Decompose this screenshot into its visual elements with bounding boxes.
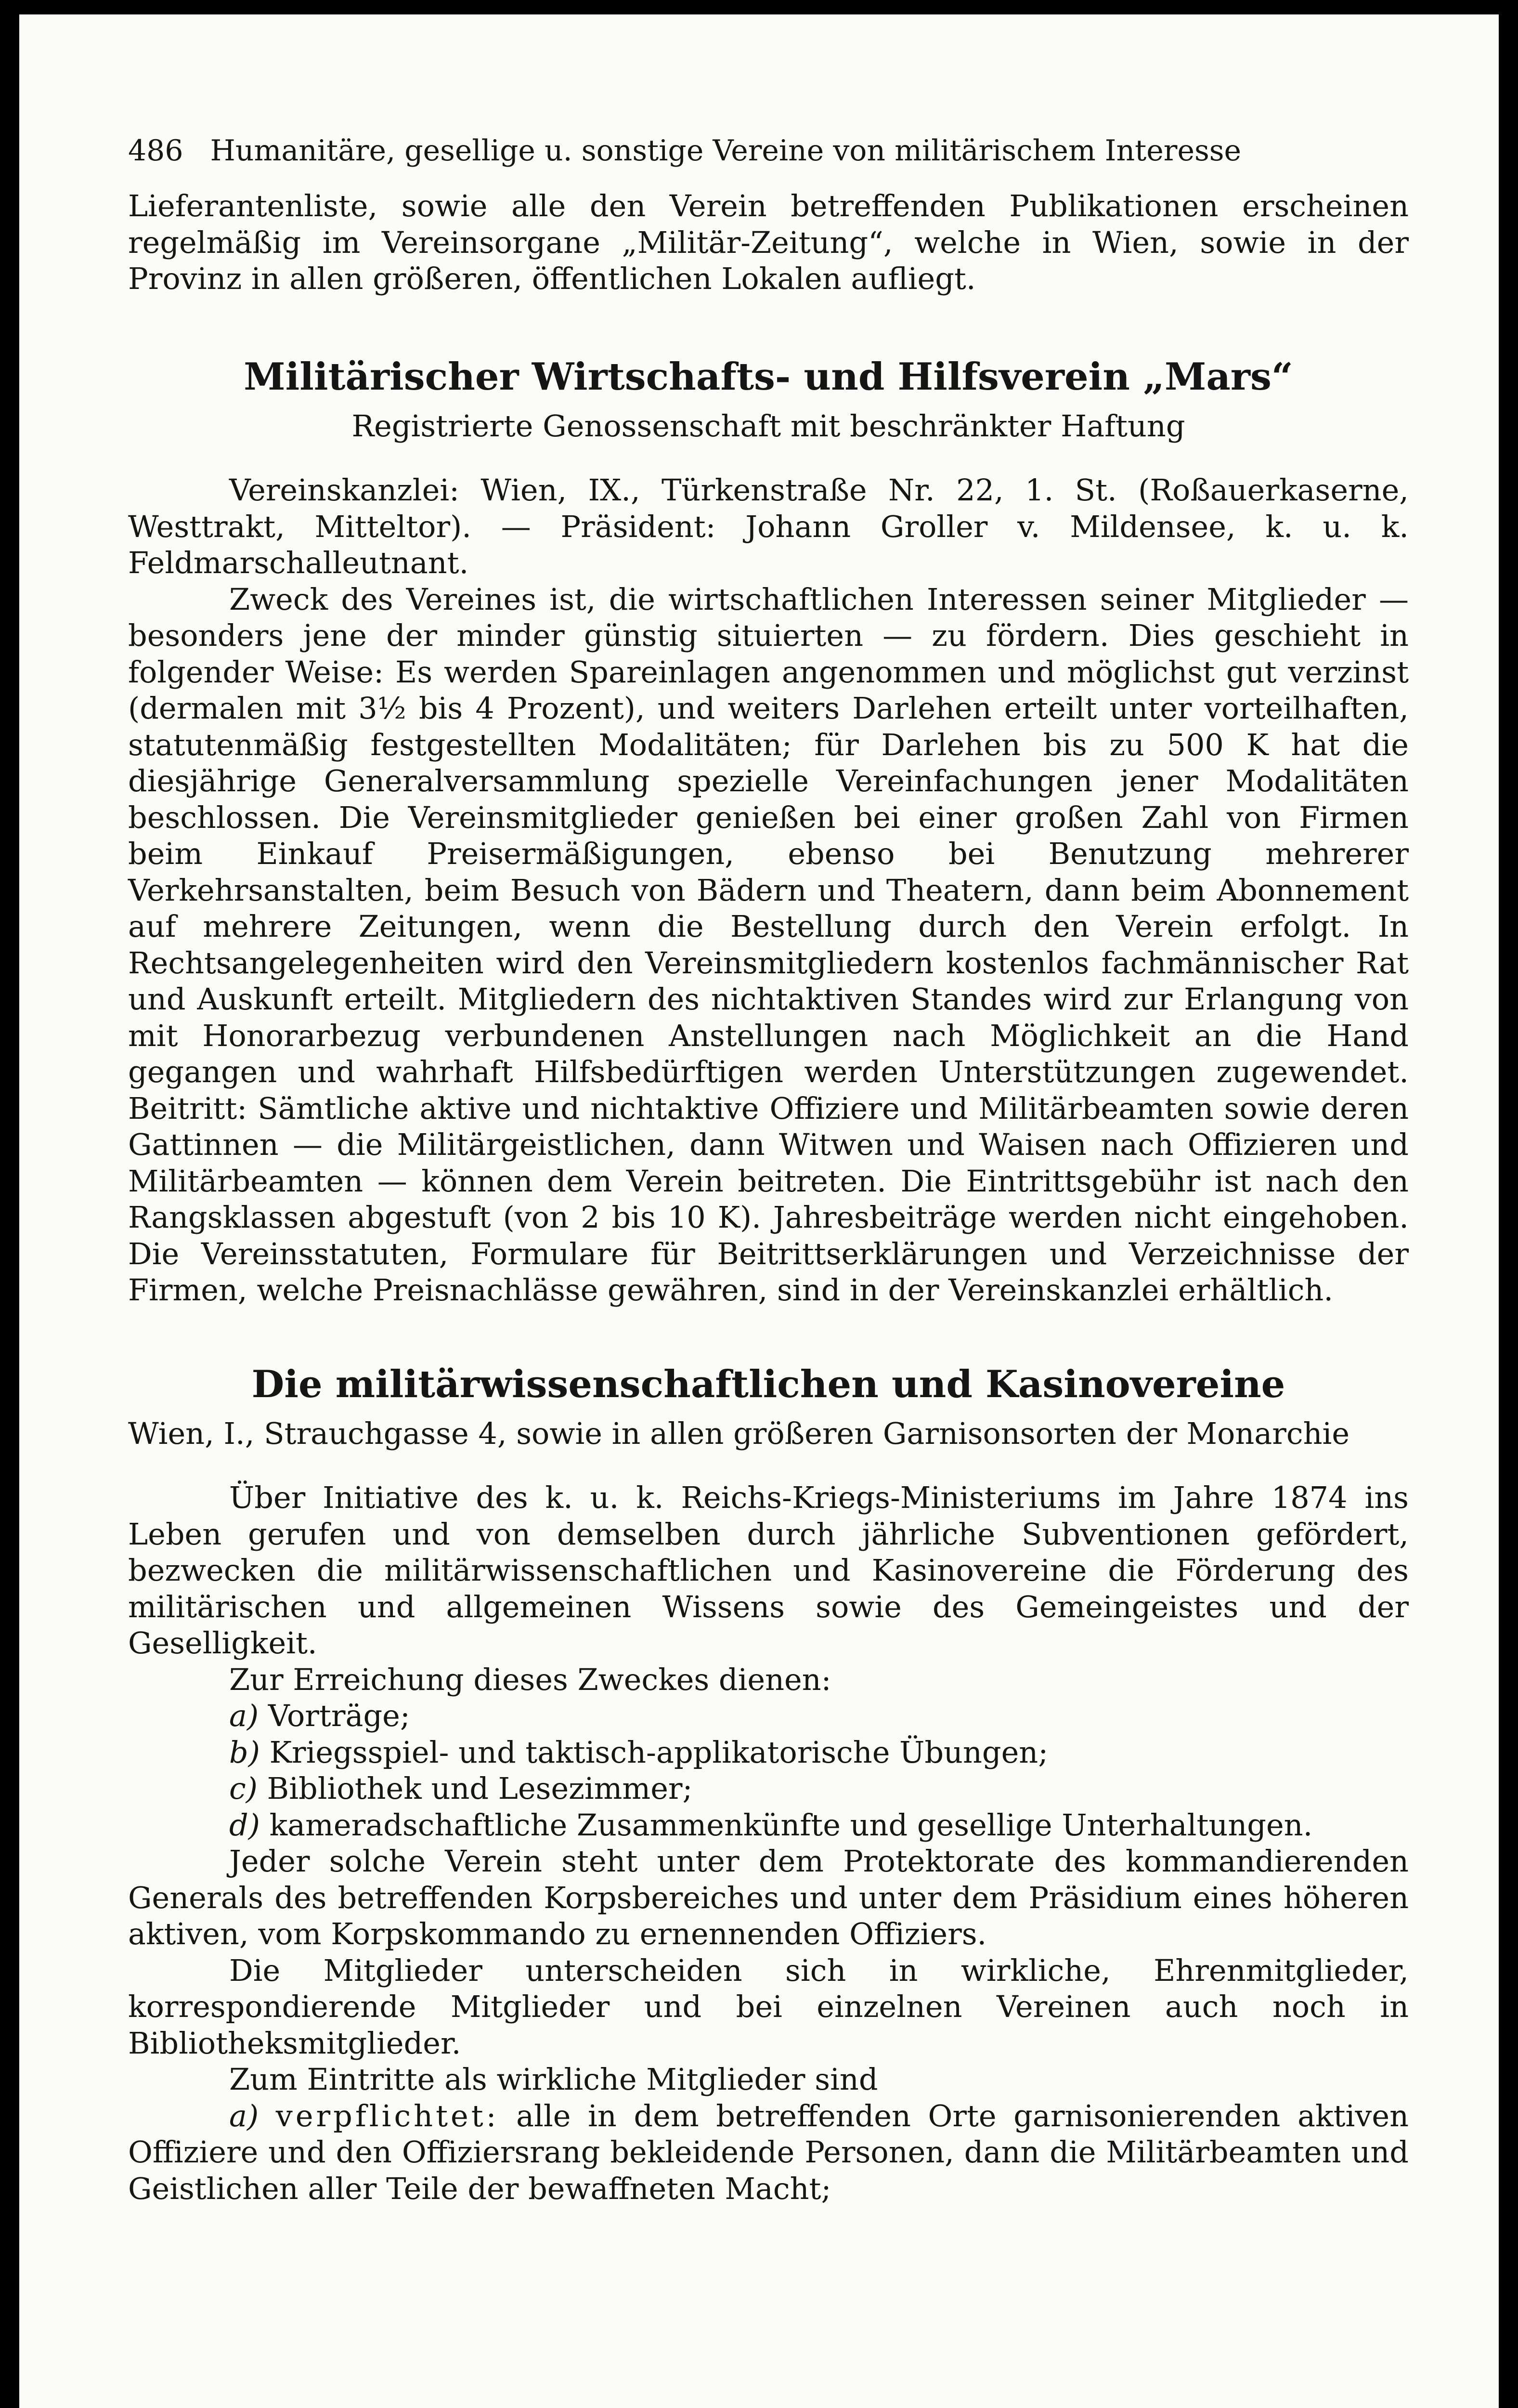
section1-paragraph-purpose: Zweck des Vereines ist, die wirtschaftlichen Interessen seiner Mitglieder — besonders jene der minder günstig situierten — zu fördern. Dies geschieht in folgender Weise: Es werden Spareinlagen angenommen und möglichst gut verzinst (dermalen mit 3½ bis 4 Prozent), und weiters Darlehen erteilt unter vorteilhaften, statutenmäßig festgestellten Modalitäten; für Darlehen bis zu 500 K hat die diesjährige Generalversammlung spezielle Vereinfachungen jener Modalitäten beschlossen. Die Vereinsmitglieder genießen bei einer großen Zahl von Firmen beim Einkauf Preisermäßigungen, ebenso bei Benutzung mehrerer Verkehrsanstalten, beim Besuch von Bädern und Theatern, dann beim Abonnement auf mehrere Zeitungen, wenn die Bestellung durch den Verein erfolgt. In Rechtsangelegenheiten wird den Vereinsmitgliedern kostenlos fachmännischer Rat und Auskunft erteilt. Mitgliedern des nichtaktiven Standes wird zur Erlangung von mit Honorarbezug verbundenen Anstellungen nach Möglichkeit an die Hand gegangen und wahrhaft Hilfsbedürftigen werden Unterstützungen zugewendet. Beitritt: Sämtliche aktive und nichtaktive Offiziere und Militärbeamten sowie deren Gattinnen — die Militärgeistlichen, dann Witwen und Waisen nach Offizieren und Militärbeamten — können dem Verein beitreten. Die Eintrittsgebühr ist nach den Rangsklassen abgestuft (von 2 bis 10 K). Jahresbeiträge werden nicht eingehoben. Die Vereinsstatuten, Formulare für Beitrittserklärungen und Verzeichnisse der Firmen, welche Preisnachlässe gewähren, sind in der Vereinskanzlei erhältlich.	[128, 581, 1409, 1308]
running-header	[128, 134, 1409, 168]
purpose-item-d	[229, 1807, 1409, 1844]
purpose-label: d)	[229, 1807, 260, 1843]
section2-membership-intro: Zum Eintritte als wirkliche Mitglieder sind	[229, 2062, 878, 2097]
section2-membership-a	[128, 2098, 1409, 2207]
page-number: 486	[128, 134, 183, 168]
running-title: Humanitäre, gesellige u. sonstige Vereine von militärischem Interesse	[210, 134, 1242, 168]
purpose-item-c	[229, 1770, 1409, 1807]
purpose-item-a	[229, 1698, 1409, 1734]
section1-title: Militärischer Wirtschafts- und Hilfsverein „Mars“	[244, 354, 1293, 399]
purpose-label: b)	[229, 1734, 260, 1770]
section1-subtitle: Registrierte Genossenschaft mit beschränkter Haftung	[351, 408, 1185, 444]
purpose-text: Kriegsspiel- und taktisch-applikatorische Übungen;	[269, 1734, 1049, 1770]
section2-title: Die militärwissenschaftlichen und Kasinovereine	[251, 1362, 1285, 1406]
purpose-label: a)	[229, 1698, 259, 1733]
section1-paragraph-office: Vereinskanzlei: Wien, IX., Türkenstraße Nr. 22, 1. St. (Roßauerkaserne, Westtrakt, Mitteltor). — Präsident: Johann Groller v. Mildensee, k. u. k. Feldmarschalleutnant.	[128, 472, 1409, 580]
page-content	[128, 134, 1409, 2207]
purpose-item-b	[229, 1734, 1409, 1771]
scanned-page	[19, 14, 1499, 2408]
purpose-text: Vorträge;	[268, 1698, 410, 1733]
membership-a-label: a)	[229, 2098, 259, 2133]
section2-location: Wien, I., Strauchgasse 4, sowie in allen größeren Garnisonsorten der Monarchie	[128, 1415, 1350, 1451]
section2-paragraph-protectorate: Jeder solche Verein steht unter dem Protektorate des kommandierenden Generals des betreffenden Korpsbereiches und unter dem Präsidium eines höheren aktiven, vom Korpskommando zu ernennenden Offiziers.	[128, 1844, 1409, 1951]
purpose-text: kameradschaftliche Zusammenkünfte und gesellige Unterhaltungen.	[269, 1807, 1313, 1843]
membership-a-term: verpflichtet:	[275, 2098, 499, 2133]
purpose-text: Bibliothek und Lesezimmer;	[267, 1771, 693, 1806]
purpose-label: c)	[229, 1771, 258, 1806]
membership-a-text: alle in dem betreffenden Orte garnisonierenden aktiven Offiziere und den Offiziersrang bekleidende Personen, dann die Militärbeamten und Geistlichen aller Teile der bewaffneten Macht;	[128, 2098, 1409, 2206]
section2-purposes-intro: Zur Erreichung dieses Zweckes dienen:	[229, 1662, 831, 1697]
section2-paragraph-members: Die Mitglieder unterscheiden sich in wirkliche, Ehrenmitglieder, korrespondierende Mitglieder und bei einzelnen Vereinen auch noch in Bibliotheksmitglieder.	[128, 1952, 1409, 2061]
section2-paragraph-initiative: Über Initiative des k. u. k. Reichs-Kriegs-Ministeriums im Jahre 1874 ins Leben gerufen und von demselben durch jährliche Subventionen gefördert, bezwecken die militärwissenschaftlichen und Kasinovereine die Förderung des militärischen und allgemeinen Wissens sowie des Gemeingeistes und der Geselligkeit.	[128, 1480, 1409, 1661]
intro-paragraph: Lieferantenliste, sowie alle den Verein betreffenden Publikationen erscheinen regelmäßig im Vereinsorgane „Militär-Zeitung“, welche in Wien, sowie in der Provinz in allen größeren, öffentlichen Lokalen aufliegt.	[128, 188, 1409, 296]
